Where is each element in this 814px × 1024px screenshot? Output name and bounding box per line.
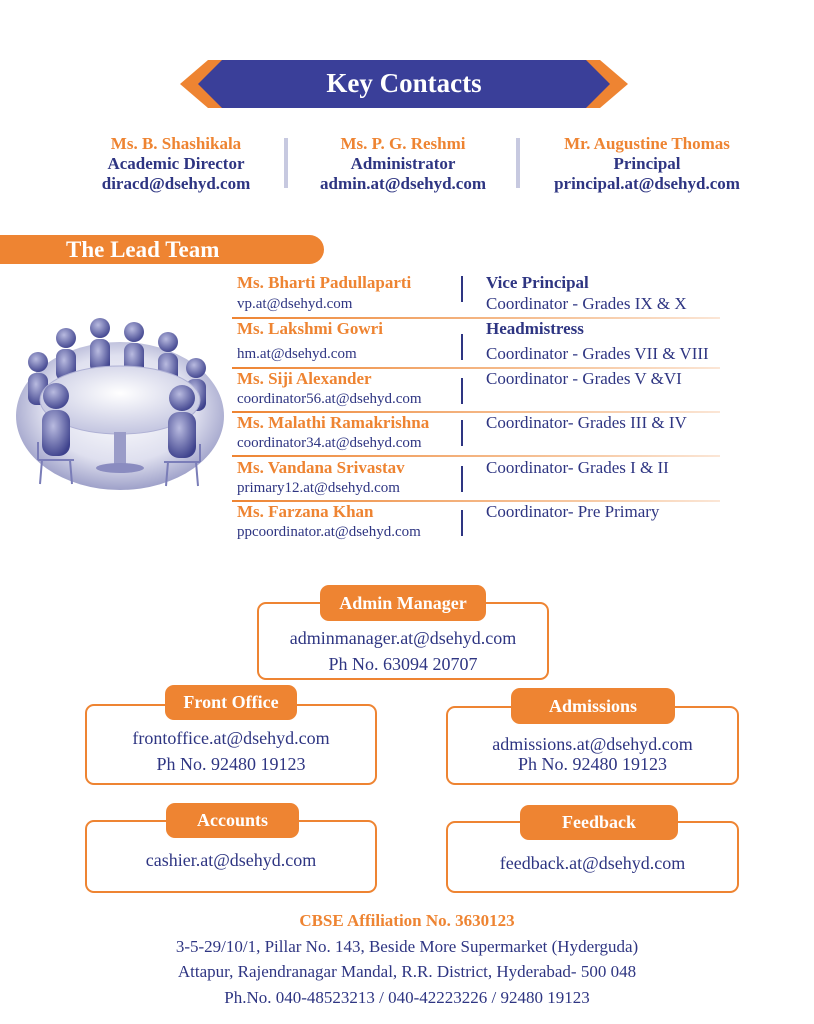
contact-administrator bbox=[303, 134, 503, 194]
admin-manager-phone: Ph No. 63094 20707 bbox=[328, 654, 478, 674]
member-divider bbox=[461, 420, 463, 446]
member-role: Coordinator- Grades III & IV bbox=[486, 413, 687, 432]
front-office-phone: Ph No. 92480 19123 bbox=[156, 754, 306, 774]
contact-principal bbox=[537, 134, 757, 194]
cbse-affiliation: CBSE Affiliation No. 3630123 bbox=[299, 911, 515, 930]
accounts-email[interactable]: cashier.at@dsehyd.com bbox=[145, 850, 317, 870]
front-office-title: Front Office bbox=[165, 685, 297, 720]
contact-name: Ms. B. Shashikala bbox=[110, 134, 242, 153]
member-role: Headmistress bbox=[486, 319, 584, 338]
member-role: Vice Principal bbox=[486, 273, 589, 292]
address-line-2: Attapur, Rajendranagar Mandal, R.R. District, Hyderabad- 500 048 bbox=[177, 962, 637, 981]
accounts-title: Accounts bbox=[166, 803, 299, 838]
admin-manager-title: Admin Manager bbox=[320, 585, 486, 621]
feedback-title: Feedback bbox=[520, 805, 678, 840]
contact-name: Ms. P. G. Reshmi bbox=[340, 134, 466, 153]
member-email[interactable]: coordinator56.at@dsehyd.com bbox=[237, 391, 422, 407]
member-name: Ms. Bharti Padullaparti bbox=[237, 273, 412, 292]
contact-email[interactable]: admin.at@dsehyd.com bbox=[320, 174, 486, 193]
member-name: Ms. Siji Alexander bbox=[237, 369, 372, 388]
member-role: Coordinator- Grades I & II bbox=[486, 458, 669, 477]
member-divider bbox=[461, 510, 463, 536]
admissions-email[interactable]: admissions.at@dsehyd.com bbox=[492, 734, 693, 754]
contact-role: Administrator bbox=[350, 154, 456, 173]
round-table-team-icon bbox=[14, 312, 226, 494]
member-role: Coordinator - Grades IX & X bbox=[486, 294, 687, 313]
admissions-phone: Ph No. 92480 19123 bbox=[517, 754, 667, 774]
contact-academic-director bbox=[76, 134, 276, 194]
member-role: Coordinator- Pre Primary bbox=[486, 502, 660, 521]
member-divider bbox=[461, 334, 463, 360]
contact-divider bbox=[284, 138, 288, 188]
member-email[interactable]: ppcoordinator.at@dsehyd.com bbox=[237, 524, 421, 540]
member-name: Ms. Malathi Ramakrishna bbox=[237, 413, 430, 432]
footer-phones: Ph.No. 040-48523213 / 040-42223226 / 92480 19123 bbox=[224, 988, 590, 1007]
front-office-email[interactable]: frontoffice.at@dsehyd.com bbox=[132, 728, 330, 748]
member-name: Ms. Lakshmi Gowri bbox=[237, 319, 383, 338]
lead-team-title: The Lead Team bbox=[66, 237, 220, 262]
address-line-1: 3-5-29/10/1, Pillar No. 143, Beside More Supermarket (Hyderguda) bbox=[175, 937, 639, 956]
admissions-title: Admissions bbox=[511, 688, 675, 724]
admin-manager-email[interactable]: adminmanager.at@dsehyd.com bbox=[289, 628, 517, 648]
member-email[interactable]: primary12.at@dsehyd.com bbox=[237, 480, 400, 496]
contact-email[interactable]: diracd@dsehyd.com bbox=[101, 174, 251, 193]
member-name: Ms. Vandana Srivastav bbox=[237, 458, 405, 477]
member-role: Coordinator - Grades VII & VIII bbox=[486, 344, 709, 363]
contact-role: Academic Director bbox=[107, 154, 245, 173]
member-role: Coordinator - Grades V &VI bbox=[486, 369, 682, 388]
member-divider bbox=[461, 466, 463, 492]
member-email[interactable]: hm.at@dsehyd.com bbox=[237, 346, 357, 362]
member-divider bbox=[461, 276, 463, 302]
member-divider bbox=[461, 378, 463, 404]
member-email[interactable]: coordinator34.at@dsehyd.com bbox=[237, 435, 422, 451]
contact-role: Principal bbox=[613, 154, 681, 173]
row-divider bbox=[232, 455, 720, 457]
key-contacts-title: Key Contacts bbox=[326, 68, 482, 98]
member-email[interactable]: vp.at@dsehyd.com bbox=[237, 296, 353, 312]
contact-divider bbox=[516, 138, 520, 188]
contact-email[interactable]: principal.at@dsehyd.com bbox=[554, 174, 740, 193]
member-name: Ms. Farzana Khan bbox=[237, 502, 374, 521]
contact-name: Mr. Augustine Thomas bbox=[564, 134, 730, 153]
feedback-email[interactable]: feedback.at@dsehyd.com bbox=[499, 853, 686, 873]
